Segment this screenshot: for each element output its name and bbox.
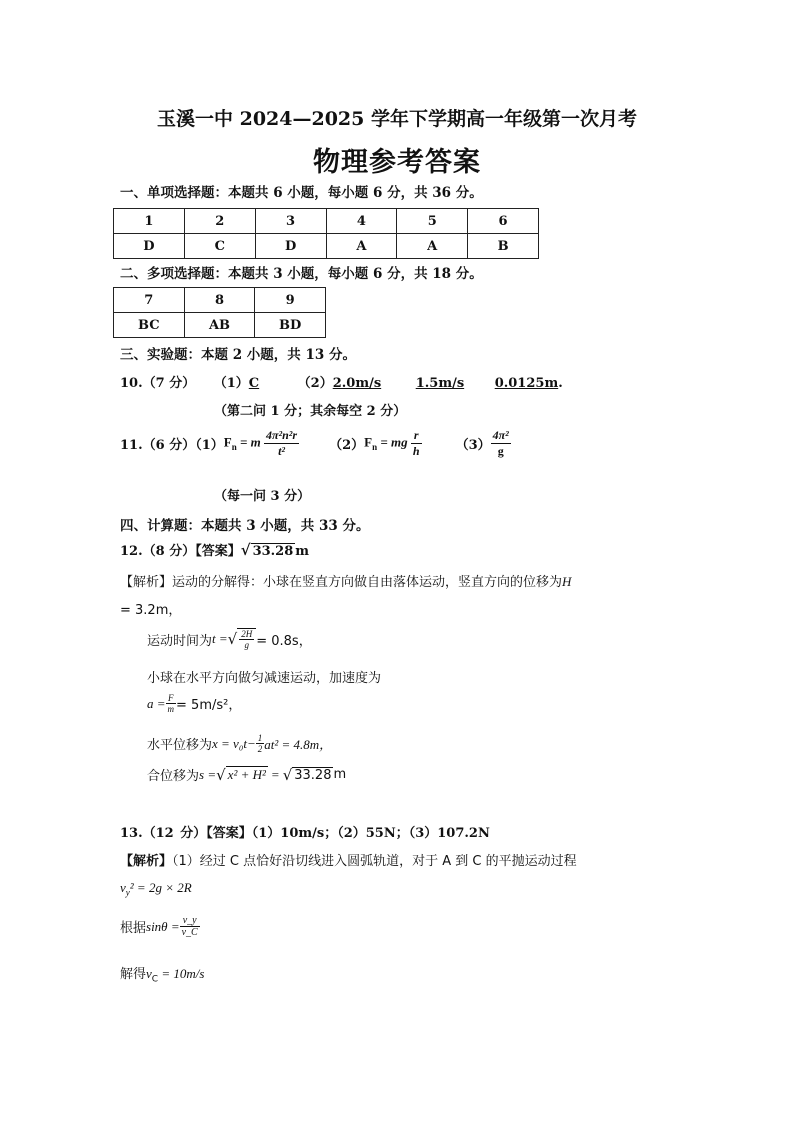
q10-label: 10.（7 分）	[120, 376, 196, 391]
formula-result: = 0.8s，	[256, 633, 312, 649]
q11-line	[120, 428, 511, 459]
formula-lhs: sinθ =	[146, 918, 180, 934]
formula-result: at² = 4.8m，	[264, 737, 333, 752]
sqrt-icon: √	[216, 765, 226, 784]
q11-part2-label: （2）	[329, 438, 365, 453]
q13-answer-line: 13.（12 分）【答案】（1）10m/s；（2）55N；（3）107.2N	[120, 826, 490, 841]
q13-equation-2	[120, 915, 200, 938]
q12-total-line	[147, 765, 346, 784]
q13-analysis-line1	[120, 850, 577, 869]
formula-lhs: s =	[199, 766, 217, 782]
fraction	[180, 915, 200, 938]
q12-time-line	[147, 628, 312, 650]
q12-displacement-line	[147, 733, 332, 754]
formula-result: = 5m/s²，	[176, 698, 242, 713]
analysis-tag: 【解析】	[120, 854, 173, 869]
formula-subscript: n	[372, 442, 378, 453]
text: 合位移为	[147, 769, 200, 784]
denominator: h	[412, 444, 420, 458]
radicand: x² + H²	[227, 767, 266, 782]
q11-formula-3	[491, 428, 511, 459]
answer-cell: B	[468, 234, 539, 259]
exam-title: 玉溪一中 2024—2025 学年下学期高一年级第一次月考	[157, 108, 637, 130]
answer-key-title: 物理参考答案	[313, 147, 481, 178]
q10-answer-2: 2.0m/s	[332, 376, 382, 391]
q10-part1-label: （1）	[213, 376, 249, 391]
answer-cell: AB	[184, 313, 255, 338]
text: 解得	[120, 967, 147, 982]
text: 水平位移为	[147, 738, 213, 753]
q12-analysis-line2: = 3.2m，	[120, 603, 182, 618]
analysis-text: 运动的分解得：小球在竖直方向做自由落体运动，竖直方向的位移为	[172, 575, 563, 590]
answer-cell: A	[397, 234, 468, 259]
section-2-heading: 二、多项选择题：本题共 3 小题，每小题 6 分，共 18 分。	[120, 266, 483, 282]
table-row	[114, 288, 326, 313]
table-row	[114, 209, 539, 234]
single-choice-table	[113, 208, 539, 259]
text: 根据	[120, 921, 147, 936]
numerator: 4π²n²r	[265, 428, 298, 442]
q12-acceleration-line	[147, 693, 241, 714]
q12-analysis-line1	[120, 571, 571, 590]
numerator: 4π²	[492, 428, 509, 442]
q13-equation-3	[120, 963, 204, 985]
q10-line: 10.（7 分） （1）C （2）2.0m/s 1.5m/s 0.0125m.	[120, 376, 563, 391]
formula-symbol: v	[120, 880, 126, 895]
fraction	[256, 733, 265, 754]
unit: m	[333, 767, 347, 782]
question-number: 4	[326, 209, 397, 234]
text: 运动时间为	[147, 633, 213, 649]
denominator: m	[167, 704, 175, 714]
q12-answer-line	[120, 540, 309, 559]
q11-scoring-note: （每一问 3 分）	[214, 489, 311, 504]
q11-formula-2	[364, 428, 421, 459]
formula-equals: = mg	[380, 434, 408, 450]
answer-cell: BD	[255, 313, 326, 338]
denominator: 2	[257, 744, 263, 754]
formula-rest: = 10m/s	[158, 966, 205, 981]
formula-symbol: F	[223, 434, 232, 450]
variable: H	[562, 574, 572, 589]
formula-subscript: n	[231, 442, 237, 453]
answer-cell: D	[114, 234, 185, 259]
sqrt-icon: √	[227, 630, 238, 648]
q10-scoring-note: （第二问 1 分；其余每空 2 分）	[214, 404, 407, 419]
q11-label: 11.（6 分）（1）	[120, 438, 224, 453]
formula-equals: =	[270, 766, 280, 782]
q11-part3-label: （3）	[455, 438, 491, 453]
analysis-text: （1）经过 C 点恰好沿切线进入圆弧轨道，对于 A 到 C 的平抛运动过程	[172, 854, 577, 869]
fraction	[264, 428, 299, 459]
formula-lhs: a =	[147, 695, 166, 711]
formula-lhs: t =	[212, 631, 228, 646]
table-row	[114, 313, 326, 338]
numerator: 2H	[241, 629, 253, 639]
formula-symbol: v	[146, 966, 152, 981]
question-number: 1	[114, 209, 185, 234]
numerator: r	[411, 428, 422, 444]
q10-answer-4: 0.0125m	[494, 376, 559, 391]
question-number: 8	[184, 288, 255, 313]
analysis-tag: 【解析】	[120, 575, 173, 590]
q12-label: 12.（8 分）【答案】	[120, 544, 241, 559]
question-number: 5	[397, 209, 468, 234]
sqrt-icon: √	[282, 765, 293, 784]
numerator: v_y	[180, 915, 200, 927]
q12-horizontal-line: 小球在水平方向做匀减速运动，加速度为	[147, 671, 382, 686]
formula-equals: = m	[239, 434, 261, 450]
numerator: 1	[257, 733, 263, 743]
denominator: t²	[278, 444, 285, 458]
question-number: 6	[468, 209, 539, 234]
formula-subscript: C	[151, 974, 159, 985]
q13-equation-1	[120, 880, 192, 898]
section-4-heading: 四、计算题：本题共 3 小题，共 33 分。	[120, 518, 370, 534]
fraction	[166, 693, 177, 714]
q10-part2-label: （2）	[297, 376, 333, 391]
section-3-heading: 三、实验题：本题 2 小题，共 13 分。	[120, 347, 356, 363]
answer-cell: BC	[114, 313, 185, 338]
denominator: g	[244, 640, 249, 650]
question-number: 2	[184, 209, 255, 234]
multiple-choice-table	[113, 287, 326, 338]
answer-cell: D	[255, 234, 326, 259]
denominator: v_C	[181, 927, 198, 938]
numerator: F	[166, 693, 177, 704]
q10-answer-1: C	[248, 376, 260, 391]
section-1-heading: 一、单项选择题：本题共 6 小题，每小题 6 分，共 36 分。	[120, 185, 483, 201]
sqrt-icon: √	[240, 541, 251, 559]
radicand: 33.28	[294, 767, 332, 783]
q10-answer-3: 1.5m/s	[415, 376, 465, 391]
q11-formula-1	[224, 428, 299, 459]
formula-subscript: y	[125, 887, 130, 898]
q12-answer-value: 33.28	[252, 544, 294, 559]
table-row	[114, 234, 539, 259]
formula-rest: ² = 2g × 2R	[129, 880, 192, 895]
q12-answer-unit: m	[295, 544, 310, 559]
denominator: g	[497, 444, 504, 458]
question-number: 9	[255, 288, 326, 313]
answer-cell: C	[184, 234, 255, 259]
formula-symbol: F	[364, 434, 373, 450]
fraction	[411, 428, 422, 459]
answer-cell: A	[326, 234, 397, 259]
formula-lhs: x = v₀t−	[212, 735, 256, 751]
question-number: 3	[255, 209, 326, 234]
question-number: 7	[114, 288, 185, 313]
fraction	[237, 628, 256, 650]
